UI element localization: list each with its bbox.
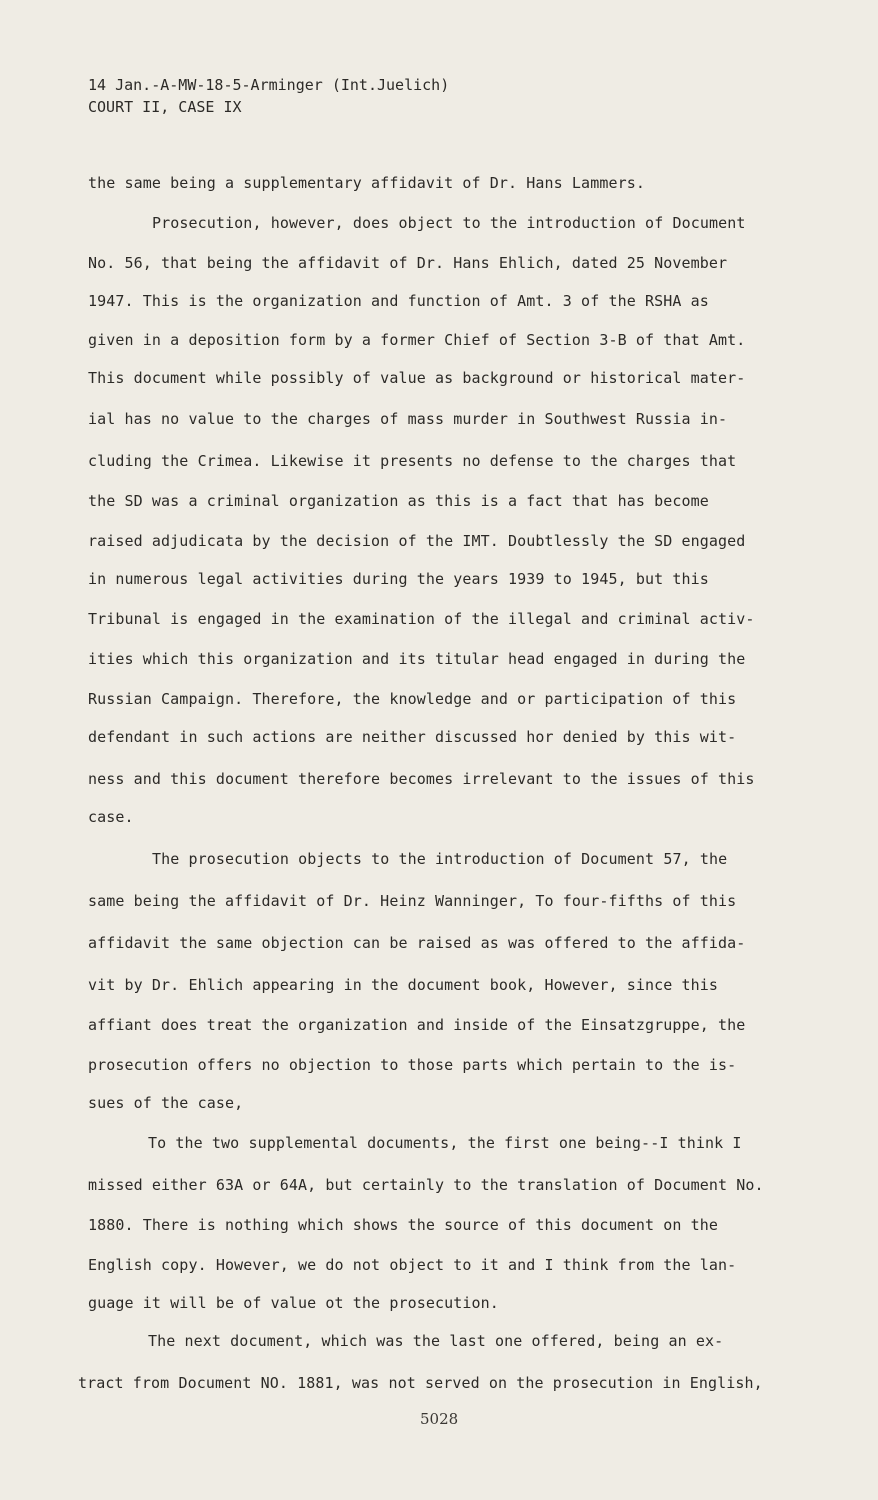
body-line: cluding the Crimea. Likewise it presents no defense to the charges that [88, 452, 737, 470]
body-line: the SD was a criminal organization as this is a fact that has become [88, 492, 709, 510]
body-line: raised adjudicata by the decision of the IMT. Doubtlessly the SD engaged [88, 532, 746, 550]
body-line: This document while possibly of value as background or historical mater- [88, 369, 746, 387]
body-line: affidavit the same objection can be raised as was offered to the affida- [88, 934, 746, 952]
body-line: 1947. This is the organization and function of Amt. 3 of the RSHA as [88, 292, 709, 310]
body-line: 1880. There is nothing which shows the source of this document on the [88, 1216, 719, 1234]
body-line: To the two supplemental documents, the first one being--I think I [148, 1134, 742, 1152]
body-line: in numerous legal activities during the years 1939 to 1945, but this [88, 570, 709, 588]
body-line: the same being a supplementary affidavit of Dr. Hans Lammers. [88, 174, 645, 192]
body-line: defendant in such actions are neither discussed hor denied by this wit- [88, 728, 737, 746]
body-line: ness and this document therefore becomes irrelevant to the issues of this [88, 770, 755, 788]
body-line: Tribunal is engaged in the examination of the illegal and criminal activ- [88, 610, 755, 628]
body-line: case. [88, 808, 134, 826]
body-line: Prosecution, however, does object to the introduction of Document [152, 214, 746, 232]
body-line: same being the affidavit of Dr. Heinz Wanninger, To four-fifths of this [88, 892, 737, 910]
body-line: prosecution offers no objection to those parts which pertain to the is- [88, 1056, 737, 1074]
body-line: given in a deposition form by a former Chief of Section 3-B of that Amt. [88, 331, 746, 349]
body-line: guage it will be of value ot the prosecution. [88, 1294, 499, 1312]
body-line: ities which this organization and its titular head engaged in during the [88, 650, 746, 668]
page-number: 5028 [420, 1410, 459, 1428]
body-line: English copy. However, we do not object to it and I think from the lan- [88, 1256, 737, 1274]
body-line: affiant does treat the organization and inside of the Einsatzgruppe, the [88, 1016, 746, 1034]
header-reference-line: 14 Jan.-A-MW-18-5-Arminger (Int.Juelich) [88, 76, 450, 94]
header-court-case-line: COURT II, CASE IX [88, 98, 242, 116]
body-line: The prosecution objects to the introduction of Document 57, the [152, 850, 728, 868]
body-line: tract from Document NO. 1881, was not served on the prosecution in English, [78, 1374, 763, 1392]
body-line: sues of the case, [88, 1094, 244, 1112]
body-line: No. 56, that being the affidavit of Dr. Hans Ehlich, dated 25 November [88, 254, 728, 272]
body-line: Russian Campaign. Therefore, the knowledge and or participation of this [88, 690, 737, 708]
body-line: The next document, which was the last one offered, being an ex- [148, 1332, 724, 1350]
body-line: vit by Dr. Ehlich appearing in the document book, However, since this [88, 976, 719, 994]
body-line: missed either 63A or 64A, but certainly to the translation of Document No. [88, 1176, 764, 1194]
body-line: ial has no value to the charges of mass murder in Southwest Russia in- [88, 410, 728, 428]
